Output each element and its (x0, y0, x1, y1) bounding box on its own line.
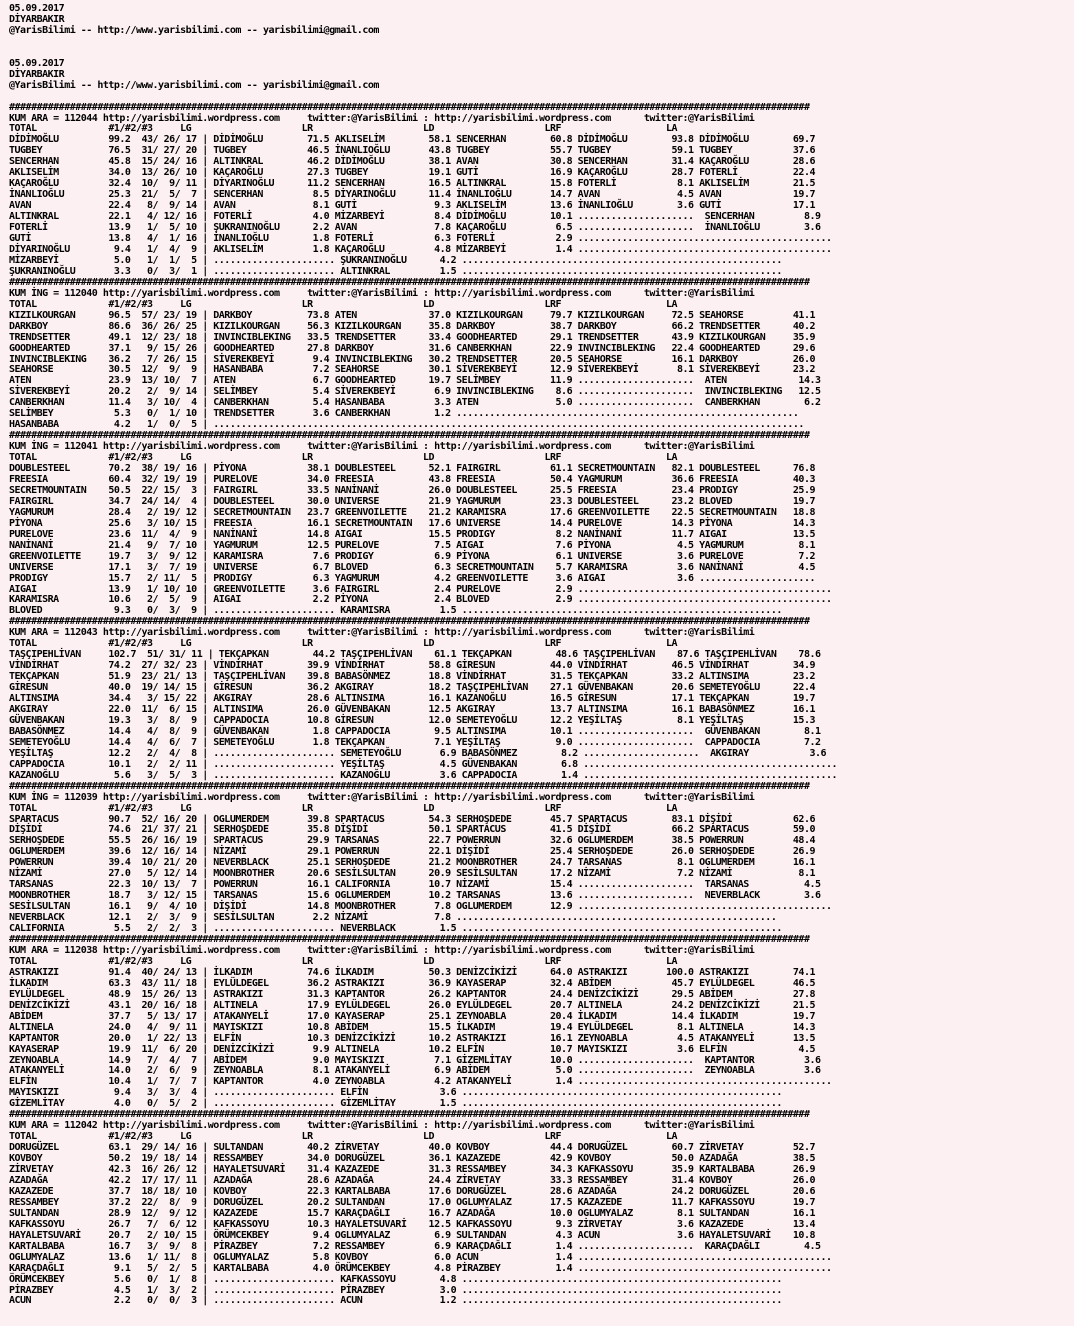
table-row: KOVBOY 50.2 19/ 18/ 14 | RESSAMBEY 34.0 DORUGÜZEL 36.1 KAZAZEDE 42.9 KOVBOY 50.0 AZADAĞA 38.5 (9, 1153, 815, 1165)
column-header-line: TOTAL #1/#2/#3 LG LR LD LRF LA (9, 802, 677, 814)
race-header-line: KUM ARA = 112044 http://yarisbilimi.wordpress.com twitter:@YarisBilimi : http://yarisbilimi.wordpress.com twitter:@YarisBilimi (9, 112, 755, 124)
table-row: TRENDSETTER 49.1 12/ 23/ 18 | INVINCIBLEKING 33.5 TRENDSETTER 33.4 GOODHEARTED 29.1 TRENDSETTER 43.9 KIZILKOURGAN 35.9 (9, 331, 815, 343)
table-row: ATAKANYELİ 14.0 2/ 6/ 9 | ZEYNOABLA 8.1 ATAKANYELİ 6.9 ABİDEM 5.0 ..................... ZEYNOABLA 3.6 (9, 1065, 821, 1077)
table-row: BABASÖNMEZ 14.4 4/ 8/ 9 | GÜVENBAKAN 1.8 CAPPADOCIA 9.5 ALTINSIMA 10.1 ..................... GÜVENBAKAN 8.1 (9, 725, 821, 737)
table-row: SELİMBEY 5.3 0/ 1/ 10 | TRENDSETTER 3.6 CANBERKHAN 1.2 .............................................................. (9, 408, 799, 420)
table-row: GİRESUN 40.0 19/ 14/ 15 | GİRESUN 36.2 AKGIRAY 18.2 TAŞÇIPEHLİVAN 27.1 GÜVENBAKAN 20.6 SEMETEYOĞLU 22.4 (9, 682, 815, 694)
table-row: DİŞİDİ 74.6 21/ 37/ 21 | SERHOŞDEDE 35.8 DİŞİDİ 50.1 SPARTACUS 41.5 DİŞİDİ 66.2 SPARTACUS 59.0 (9, 824, 815, 836)
table-row: KAFKASSOYU 26.7 7/ 6/ 12 | KAFKASSOYU 10.3 HAYALETSUVARİ 12.5 KAFKASSOYU 9.3 ZİRVETAY 3.6 KAZAZEDE 13.4 (9, 1218, 815, 1230)
table-row: SESİLSULTAN 16.1 9/ 4/ 10 | DİŞİDİ 14.8 MOONBROTHER 7.8 OGLUMERDEM 12.9 .............................................. (9, 901, 832, 913)
table-row: AVAN 22.4 8/ 9/ 14 | AVAN 8.1 GUTİ 9.3 AKLISELİM 13.6 İNANLIOĞLU 3.6 GUTİ 17.1 (9, 200, 815, 212)
text-line: @YarisBilimi -- http://www.yarisbilimi.com -- yarisbilimi@gmail.com (9, 24, 379, 36)
table-row: AKLISELİM 34.0 13/ 26/ 10 | KAÇAROĞLU 27.3 TUGBEY 19.1 GUTİ 16.9 KAÇAROĞLU 28.7 FOTERLİ 22.4 (9, 167, 815, 179)
table-row: SEMETEYOĞLU 14.4 4/ 6/ 7 | SEMETEYOĞLU 1.8 TEKÇAPKAN 7.1 YEŞİLTAŞ 9.0 ..................... CAPPADOCIA 7.2 (9, 736, 821, 748)
table-row: KARTALBABA 16.7 3/ 9/ 8 | PİRAZBEY 7.2 RESSAMBEY 6.9 KARAÇDAĞLI 1.4 ..................... KARAÇDAĞLI 4.5 (9, 1240, 821, 1252)
table-row: ACUN 2.2 0/ 0/ 3 | ...................... ACUN 1.2 .......................................................... (9, 1295, 782, 1307)
text-line: DİYARBAKIR (9, 13, 65, 25)
table-row: TAŞÇIPEHLİVAN 102.7 51/ 31/ 11 | TEKÇAPKAN 44.2 TAŞÇIPEHLİVAN 61.1 TEKÇAPKAN 48.6 TAŞÇIPEHLİVAN 87.6 TAŞÇIPEHLİVAN 78.6 (9, 649, 821, 661)
table-row: UNIVERSE 17.1 3/ 7/ 19 | UNIVERSE 6.7 BLOVED 6.3 SECRETMOUNTAIN 5.7 KARAMISRA 3.6 NANİNANİ 4.5 (9, 561, 815, 573)
table-row: GOODHEARTED 37.1 9/ 15/ 26 | GOODHEARTED 27.8 DARKBOY 31.6 CANBERKHAN 22.9 INVINCIBLEKING 22.4 GOODHEARTED 29.6 (9, 342, 815, 354)
column-header-line: TOTAL #1/#2/#3 LG LR LD LRF LA (9, 298, 677, 310)
table-row: KAZANOĞLU 5.6 3/ 5/ 3 | ...................... KAZANOĞLU 3.6 CAPPADOCIA 1.4 .............................................. (9, 769, 838, 781)
table-row: İLKADIM 63.3 43/ 11/ 18 | EYLÜLDEGEL 36.2 ASTRAKIZI 36.9 KAYASERAP 32.4 ABİDEM 45.7 EYLÜLDEGEL 46.5 (9, 977, 815, 989)
table-row: KAPTANTOR 20.0 1/ 22/ 13 | ELFİN 10.3 DENİZCİKİZİ 10.2 ASTRAKIZI 16.1 ZEYNOABLA 4.5 ATAKANYELİ 13.5 (9, 1032, 815, 1044)
table-row: FOTERLİ 13.9 1/ 5/ 10 | ŞUKRANINOĞLU 2.2 AVAN 7.8 KAÇAROĞLU 6.5 ..................... İNANLIOĞLU 3.6 (9, 222, 821, 234)
separator-line: ################################################################################################################################################# (9, 101, 810, 113)
separator-line: ################################################################################################################################################# (9, 780, 810, 792)
table-row: ZİRVETAY 42.3 16/ 26/ 12 | HAYALETSUVARİ 31.4 KAZAZEDE 31.3 RESSAMBEY 34.3 KAFKASSOYU 35.9 KARTALBABA 26.9 (9, 1164, 815, 1176)
text-line: 05.09.2017 (9, 57, 65, 69)
column-header-line: TOTAL #1/#2/#3 LG LR LD LRF LA (9, 955, 677, 967)
table-row: GREENVOILETTE 19.7 3/ 9/ 12 | KARAMISRA 7.6 PRODIGY 6.9 PİYONA 6.1 UNIVERSE 3.6 PURELOVE 7.2 (9, 550, 815, 562)
table-row: ŞUKRANINOĞLU 3.3 0/ 3/ 1 | ...................... ALTINKRAL 1.5 .......................................................... (9, 265, 782, 277)
separator-line: ################################################################################################################################################# (9, 616, 810, 628)
table-row: DOUBLESTEEL 70.2 38/ 19/ 16 | PİYONA 38.1 DOUBLESTEEL 52.1 FAIRGIRL 61.1 SECRETMOUNTAIN 82.1 DOUBLESTEEL 76.8 (9, 463, 815, 475)
table-row: DENİZCİKİZİ 43.1 20/ 16/ 18 | ALTINELA 17.9 EYLÜLDEGEL 26.0 EYLÜLDEGEL 20.7 ALTINELA 24.2 DENİZCİKİZİ 21.5 (9, 999, 815, 1011)
table-row: VİNDİRHAT 74.2 27/ 32/ 23 | VİNDİRHAT 39.9 VİNDİRHAT 58.8 GİRESUN 44.0 VİNDİRHAT 46.5 VİNDİRHAT 34.9 (9, 660, 815, 672)
table-row: DİYARINOĞLU 9.4 1/ 4/ 9 | AKLISELİM 1.8 KAÇAROĞLU 4.8 MİZARBEYİ 1.4 .............................................. (9, 243, 832, 255)
table-row: İNANLIOĞLU 25.3 21/ 5/ 7 | SENCERHAN 8.5 DİYARINOĞLU 11.4 İNANLIOĞLU 14.7 AVAN 4.5 AVAN 19.7 (9, 189, 815, 201)
table-row: TUGBEY 76.5 31/ 27/ 20 | TUGBEY 46.5 İNANLIOĞLU 43.8 TUGBEY 55.7 TUGBEY 59.1 TUGBEY 37.6 (9, 145, 815, 157)
table-row: GİZEMLİTAY 4.0 0/ 5/ 2 | ...................... GİZEMLİTAY 1.5 .......................................................... (9, 1098, 782, 1110)
separator-line: ################################################################################################################################################# (9, 430, 810, 442)
table-row: NİZAMİ 27.0 5/ 12/ 14 | MOONBROTHER 20.6 SESİLSULTAN 20.9 SESİLSULTAN 17.2 NİZAMİ 7.2 NİZAMİ 8.1 (9, 868, 815, 880)
race-header-line: KUM İNG = 112040 http://yarisbilimi.wordpress.com twitter:@YarisBilimi : http://yarisbilimi.wordpress.com twitter:@YarisBilimi (9, 287, 755, 299)
table-row: TEKÇAPKAN 51.9 23/ 21/ 13 | TAŞÇIPEHLİVAN 39.8 BABASÖNMEZ 18.8 VİNDİRHAT 31.5 TEKÇAPKAN 33.2 ALTINSIMA 23.2 (9, 671, 815, 683)
text-line: DİYARBAKIR (9, 68, 65, 80)
table-row: DARKBOY 86.6 36/ 26/ 25 | KIZILKOURGAN 56.3 KIZILKOURGAN 35.8 DARKBOY 38.7 DARKBOY 66.2 TRENDSETTER 40.2 (9, 320, 815, 332)
table-row: NANİNANİ 21.4 9/ 7/ 10 | YAGMURUM 12.5 PURELOVE 7.5 AIGAI 7.6 PİYONA 4.5 YAGMURUM 8.1 (9, 539, 815, 551)
table-row: PURELOVE 23.6 11/ 4/ 9 | NANİNANİ 14.8 AIGAI 15.5 PRODIGY 8.2 NANİNANİ 11.7 AIGAI 13.5 (9, 528, 815, 540)
race-header-line: KUM ARA = 112043 http://yarisbilimi.wordpress.com twitter:@YarisBilimi : http://yarisbilimi.wordpress.com twitter:@YarisBilimi (9, 627, 755, 639)
table-row: CALIFORNIA 5.5 2/ 2/ 3 | ...................... NEVERBLACK 1.5 .......................................................... (9, 923, 782, 935)
table-row: KAYASERAP 19.9 11/ 6/ 20 | DENİZCİKİZİ 9.9 ALTINELA 10.2 ELFİN 10.7 MAYISKIZI 3.6 ELFİN 4.5 (9, 1043, 815, 1055)
table-row: SULTANDAN 28.9 12/ 9/ 12 | KAZAZEDE 15.7 KARAÇDAĞLI 16.7 AZADAĞA 10.0 OGLUMYALAZ 8.1 SULTANDAN 16.1 (9, 1207, 815, 1219)
table-row: FREESIA 60.4 32/ 19/ 19 | PURELOVE 34.0 FREESIA 43.8 FREESIA 50.4 YAGMURUM 36.6 FREESIA 40.3 (9, 473, 815, 485)
table-row: PRODIGY 15.7 2/ 11/ 5 | PRODIGY 6.3 YAGMURUM 4.2 GREENVOILETTE 3.6 AIGAI 3.6 ..................... (9, 572, 815, 584)
blank-line (9, 92, 1074, 103)
separator-line: ################################################################################################################################################# (9, 1109, 810, 1121)
blank-line (9, 37, 1074, 48)
table-row: MAYISKIZI 9.4 3/ 3/ 4 | ...................... ELFİN 3.6 .......................................................... (9, 1087, 782, 1099)
table-row: ASTRAKIZI 91.4 40/ 24/ 13 | İLKADIM 74.6 İLKADIM 50.3 DENİZCİKİZİ 64.0 ASTRAKIZI 100.0 ASTRAKIZI 74.1 (9, 966, 815, 978)
table-row: KARAMISRA 10.6 2/ 5/ 9 | AIGAI 2.2 PİYONA 2.4 BLOVED 2.9 .............................................. (9, 594, 832, 606)
table-row: GUTİ 13.8 4/ 1/ 16 | İNANLIOĞLU 1.8 FOTERLİ 6.3 FOTERLİ 2.9 .............................................. (9, 233, 832, 245)
table-row: NEVERBLACK 12.1 2/ 3/ 9 | SESİLSULTAN 2.2 NİZAMİ 7.8 .......................................................... (9, 912, 777, 924)
table-row: AZADAĞA 42.2 17/ 17/ 11 | AZADAĞA 28.6 AZADAĞA 24.4 ZİRVETAY 33.3 RESSAMBEY 31.4 KOVBOY 26.0 (9, 1174, 815, 1186)
separator-line: ################################################################################################################################################# (9, 276, 810, 288)
table-row: OGLUMERDEM 39.6 12/ 16/ 14 | NİZAMİ 29.1 POWERRUN 22.1 DİŞİDİ 25.4 SERHOŞDEDE 26.0 SERHOŞDEDE 26.9 (9, 846, 815, 858)
race-header-line: KUM İNG = 112041 http://yarisbilimi.wordpress.com twitter:@YarisBilimi : http://yarisbilimi.wordpress.com twitter:@YarisBilimi (9, 441, 755, 453)
table-row: SPARTACUS 90.7 52/ 16/ 20 | OGLUMERDEM 39.8 SPARTACUS 54.3 SERHOŞDEDE 45.7 SPARTACUS 83.1 DİŞİDİ 62.6 (9, 813, 815, 825)
table-row: TARSANAS 22.3 10/ 13/ 7 | POWERRUN 16.1 CALIFORNIA 10.7 NİZAMİ 15.4 ..................... TARSANAS 4.5 (9, 879, 821, 891)
table-row: SERHOŞDEDE 55.5 26/ 16/ 19 | SPARTACUS 29.9 TARSANAS 22.7 POWERRUN 32.6 OGLUMERDEM 38.5 POWERRUN 48.4 (9, 835, 815, 847)
table-row: SİVEREKBEYİ 20.2 2/ 9/ 14 | SELİMBEY 5.4 SİVEREKBEYİ 6.9 INVINCIBLEKING 8.6 ..................... INVINCIBLEKING 12.5 (9, 386, 821, 398)
table-row: DİDİMOĞLU 99.2 43/ 26/ 17 | DİDİMOĞLU 71.5 AKLISELİM 58.1 SENCERHAN 60.8 DİDİMOĞLU 93.8 DİDİMOĞLU 69.7 (9, 134, 815, 146)
table-row: PİRAZBEY 4.5 1/ 3/ 2 | ...................... PİRAZBEY 3.0 .......................................................... (9, 1284, 782, 1296)
text-line: 05.09.2017 (9, 3, 65, 14)
table-row: AKGIRAY 22.0 11/ 6/ 15 | ALTINSIMA 26.0 GÜVENBAKAN 12.5 AKGIRAY 13.7 ALTINSIMA 16.1 BABASÖNMEZ 16.1 (9, 704, 815, 715)
table-row: KAÇAROĞLU 32.4 10/ 9/ 11 | DİYARINOĞLU 11.2 SENCERHAN 16.5 ALTINKRAL 15.8 FOTERLİ 8.1 AKLISELİM 21.5 (9, 178, 815, 190)
table-row: ATEN 23.9 13/ 10/ 7 | ATEN 6.7 GOODHEARTED 19.7 SELİMBEY 11.9 ..................... ATEN 14.3 (9, 375, 821, 387)
table-row: KAZAZEDE 37.7 18/ 18/ 10 | KOVBOY 22.3 KARTALBABA 17.6 DORUGÜZEL 28.6 AZADAĞA 24.2 DORUGÜZEL 20.6 (9, 1185, 815, 1197)
table-row: PİYONA 25.6 3/ 10/ 15 | FREESIA 16.1 SECRETMOUNTAIN 17.6 UNIVERSE 14.4 PURELOVE 14.3 PİYONA 14.3 (9, 517, 815, 529)
table-row: EYLÜLDEGEL 48.9 15/ 26/ 13 | ASTRAKIZI 31.3 KAPTANTOR 26.2 KAPTANTOR 24.4 DENİZCİKİZİ 29.5 ABİDEM 27.8 (9, 988, 815, 1000)
table-row: HAYALETSUVARİ 20.7 2/ 10/ 15 | ÖRÜMCEKBEY 9.4 OGLUMYALAZ 6.9 SULTANDAN 4.3 ACUN 3.6 HAYALETSUVARİ 10.8 (9, 1229, 815, 1241)
table-row: INVINCIBLEKING 36.2 7/ 26/ 15 | SİVEREKBEYİ 9.4 INVINCIBLEKING 30.2 TRENDSETTER 20.5 SEAHORSE 16.1 DARKBOY 26.0 (9, 353, 815, 365)
table-row: ELFİN 10.4 1/ 7/ 7 | KAPTANTOR 4.0 ZEYNOABLA 4.2 ATAKANYELİ 1.4 .............................................. (9, 1076, 832, 1088)
column-header-line: TOTAL #1/#2/#3 LG LR LD LRF LA (9, 1131, 677, 1143)
table-row: ALTINKRAL 22.1 4/ 12/ 16 | FOTERLİ 4.0 MİZARBEYİ 8.4 DİDİMOĞLU 10.1 ..................... SENCERHAN 8.9 (9, 211, 821, 223)
table-row: FAIRGIRL 34.7 24/ 14/ 4 | DOUBLESTEEL 30.0 UNIVERSE 21.9 YAGMURUM 23.3 DOUBLESTEEL 23.2 BLOVED 19.7 (9, 495, 815, 507)
table-row: AIGAI 13.9 1/ 10/ 10 | GREENVOILETTE 3.6 FAIRGIRL 2.4 PURELOVE 2.9 .............................................. (9, 583, 832, 595)
table-row: BLOVED 9.3 0/ 3/ 9 | ...................... KARAMISRA 1.5 .......................................................... (9, 605, 782, 617)
table-row: MOONBROTHER 18.7 3/ 12/ 15 | TARSANAS 15.6 OGLUMERDEM 10.2 TARSANAS 13.6 ..................... NEVERBLACK 3.6 (9, 890, 821, 902)
race-header-line: KUM ARA = 112038 http://yarisbilimi.wordpress.com twitter:@YarisBilimi : http://yarisbilimi.wordpress.com twitter:@YarisBilimi (9, 944, 755, 956)
table-row: CANBERKHAN 11.4 3/ 10/ 4 | CANBERKHAN 5.4 HASANBABA 3.3 ATEN 5.0 ..................... CANBERKHAN 6.2 (9, 397, 821, 409)
table-row: DORUGÜZEL 63.1 29/ 14/ 16 | SULTANDAN 40.2 ZİRVETAY 40.0 KOVBOY 44.4 DORUGÜZEL 60.7 ZİRVETAY 52.7 (9, 1142, 815, 1154)
column-header-line: TOTAL #1/#2/#3 LG LR LD LRF LA (9, 123, 677, 135)
table-row: SEAHORSE 30.5 12/ 9/ 9 | HASANBABA 7.2 SEAHORSE 30.1 SİVEREKBEYİ 12.9 SİVEREKBEYİ 8.1 SİVEREKBEYİ 23.2 (9, 364, 815, 376)
table-row: OGLUMYALAZ 13.6 1/ 11/ 8 | OGLUMYALAZ 5.8 KOVBOY 6.0 ACUN 1.4 .............................................. (9, 1251, 832, 1263)
separator-line: ################################################################################################################################################# (9, 934, 810, 946)
column-header-line: TOTAL #1/#2/#3 LG LR LD LRF LA (9, 452, 677, 464)
table-row: KIZILKOURGAN 96.5 57/ 23/ 19 | DARKBOY 73.8 ATEN 37.0 KIZILKOURGAN 79.7 KIZILKOURGAN 72.5 SEAHORSE 41.1 (9, 309, 815, 321)
table-row: GÜVENBAKAN 19.3 3/ 8/ 9 | CAPPADOCIA 10.8 GİRESUN 12.0 SEMETEYOĞLU 12.2 YEŞİLTAŞ 8.1 YEŞİLTAŞ 15.3 (9, 714, 815, 726)
table-row: ALTINSIMA 34.4 3/ 15/ 22 | AKGIRAY 28.6 ALTINSIMA 16.1 KAZANOĞLU 16.5 GİRESUN 17.1 TEKÇAPKAN 19.7 (9, 693, 815, 705)
text-line: @YarisBilimi -- http://www.yarisbilimi.com -- yarisbilimi@gmail.com (9, 79, 379, 91)
table-row: SECRETMOUNTAIN 50.5 22/ 15/ 3 | FAIRGIRL 33.5 NANİNANİ 26.0 DOUBLESTEEL 25.5 FREESIA 23.4 PRODIGY 25.9 (9, 484, 815, 496)
table-row: KARAÇDAĞLI 9.1 5/ 2/ 5 | KARTALBABA 4.0 ÖRÜMCEKBEY 4.8 PİRAZBEY 1.4 .............................................. (9, 1262, 832, 1274)
table-row: SENCERHAN 45.8 15/ 24/ 16 | ALTINKRAL 46.2 DİDİMOĞLU 38.1 AVAN 30.8 SENCERHAN 31.4 KAÇAROĞLU 28.6 (9, 156, 815, 168)
table-row: ÖRÜMCEKBEY 5.6 0/ 1/ 8 | ...................... KAFKASSOYU 4.8 .......................................................... (9, 1273, 782, 1285)
table-row: HASANBABA 4.2 1/ 0/ 5 | ........................................................................................................... (9, 419, 804, 431)
table-row: ZEYNOABLA 14.9 7/ 4/ 7 | ABİDEM 9.0 MAYISKIZI 7.1 GİZEMLİTAY 10.0 ..................... KAPTANTOR 3.6 (9, 1054, 821, 1066)
table-row: RESSAMBEY 37.2 22/ 8/ 9 | DORUGÜZEL 20.2 SULTANDAN 17.0 OGLUMYALAZ 17.5 KAZAZEDE 11.7 KAFKASSOYU 19.7 (9, 1196, 815, 1208)
race-header-line: KUM ARA = 112042 http://yarisbilimi.wordpress.com twitter:@YarisBilimi : http://yarisbilimi.wordpress.com twitter:@YarisBilimi (9, 1120, 755, 1132)
table-row: YEŞİLTAŞ 12.2 2/ 4/ 8 | ...................... SEMETEYOĞLU 6.9 BABASÖNMEZ 8.2 ..................... AKGIRAY 3.6 (9, 747, 827, 759)
column-header-line: TOTAL #1/#2/#3 LG LR LD LRF LA (9, 638, 677, 650)
table-row: ABİDEM 37.7 5/ 13/ 17 | ATAKANYELİ 17.0 KAYASERAP 25.1 ZEYNOABLA 20.4 İLKADIM 14.4 İLKADIM 19.7 (9, 1010, 815, 1022)
table-row: ALTINELA 24.0 4/ 9/ 11 | MAYISKIZI 10.8 ABİDEM 15.5 İLKADIM 19.4 EYLÜLDEGEL 8.1 ALTINELA 14.3 (9, 1021, 815, 1033)
table-row: CAPPADOCIA 10.1 2/ 2/ 11 | ...................... YEŞİLTAŞ 4.5 GÜVENBAKAN 6.8 .............................................. (9, 758, 838, 770)
table-row: YAGMURUM 28.4 2/ 19/ 12 | SECRETMOUNTAIN 23.7 GREENVOILETTE 21.2 KARAMISRA 17.6 GREENVOILETTE 22.5 SECRETMOUNTAIN 18.8 (9, 506, 815, 518)
race-header-line: KUM İNG = 112039 http://yarisbilimi.wordpress.com twitter:@YarisBilimi : http://yarisbilimi.wordpress.com twitter:@YarisBilimi (9, 791, 755, 803)
table-row: MİZARBEYİ 5.0 1/ 1/ 5 | ...................... ŞUKRANINOĞLU 4.2 .......................................................... (9, 254, 782, 266)
blank-line (9, 48, 1074, 59)
table-row: POWERRUN 39.4 10/ 21/ 20 | NEVERBLACK 25.1 SERHOŞDEDE 21.2 MOONBROTHER 24.7 TARSANAS 8.1 OGLUMERDEM 16.1 (9, 857, 815, 869)
